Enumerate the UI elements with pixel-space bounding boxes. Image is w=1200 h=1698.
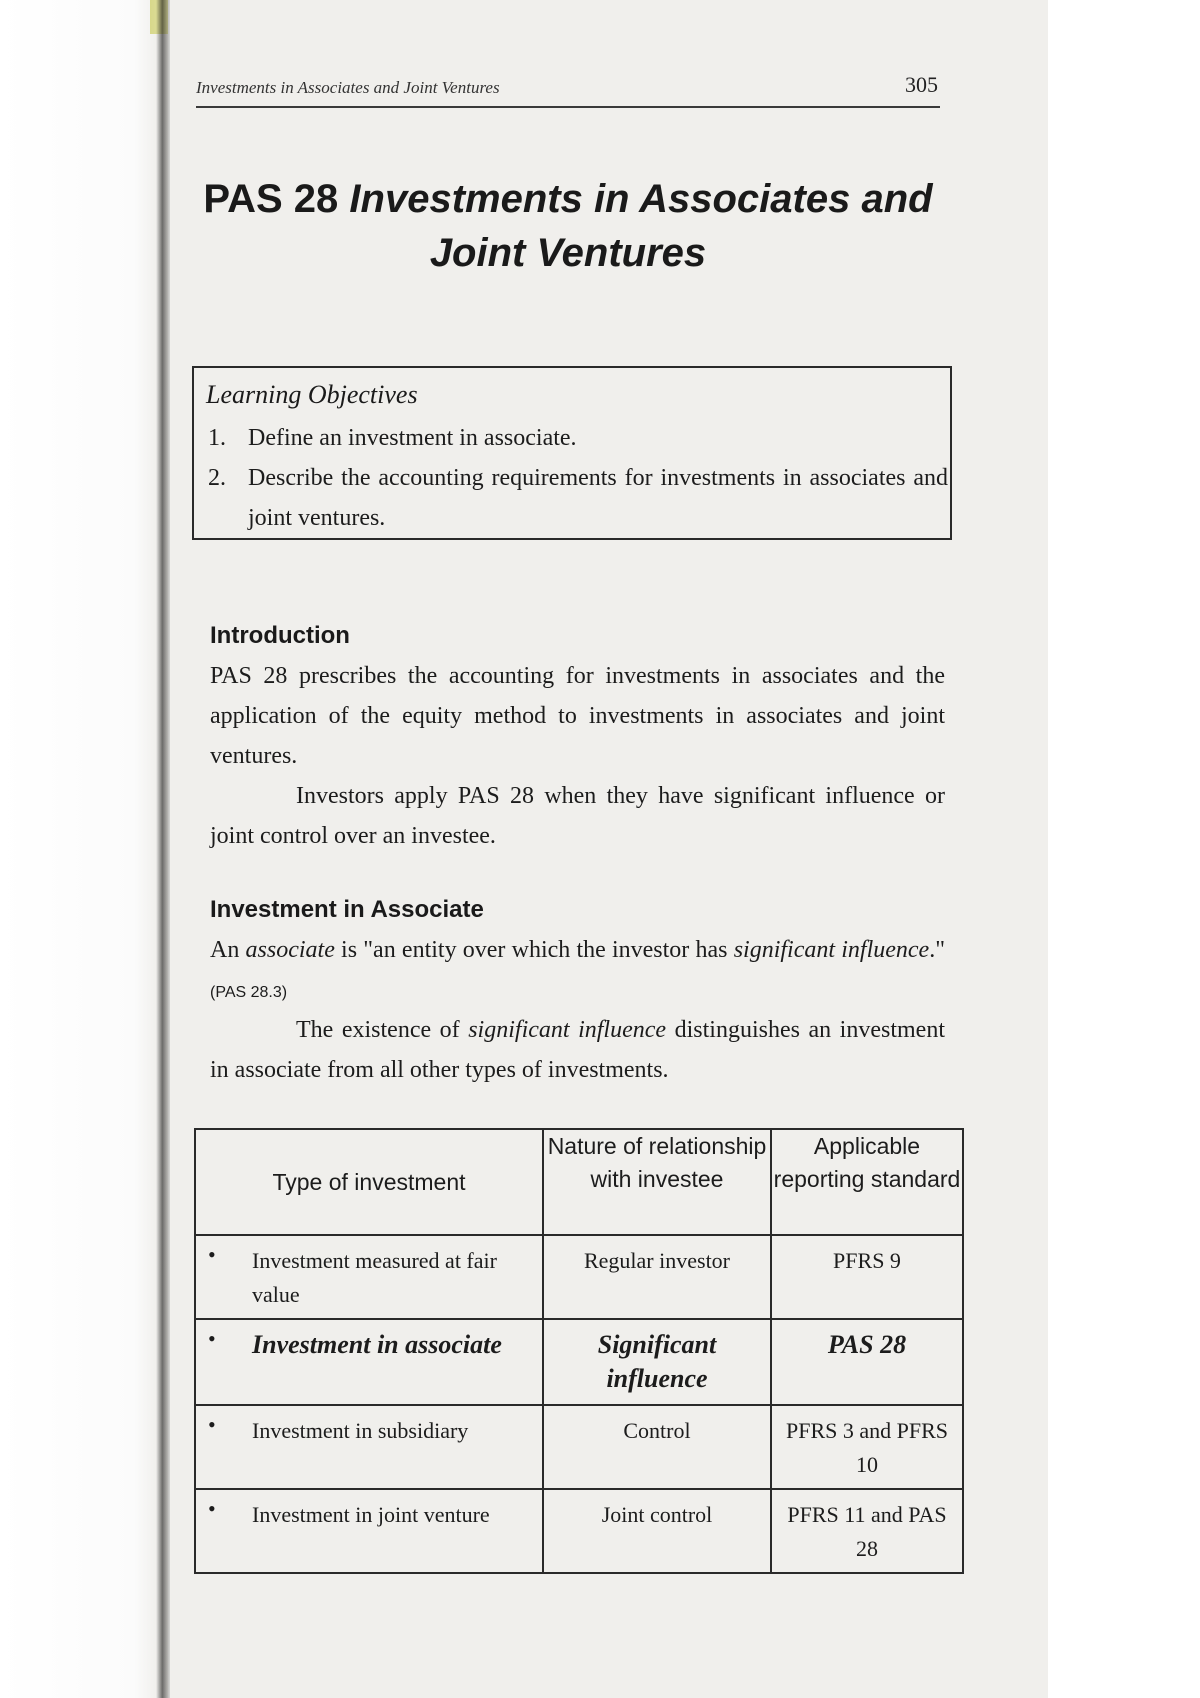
running-title: Investments in Associates and Joint Ventures xyxy=(196,78,500,97)
bullet: • xyxy=(208,1412,216,1437)
cell-standard xyxy=(771,1489,963,1573)
objective-text: Define an investment in associate. xyxy=(248,425,577,451)
chapter-title xyxy=(196,172,940,280)
learning-objectives-heading: Learning Objectives xyxy=(206,380,418,409)
bullet: • xyxy=(208,1326,216,1351)
term-significant-influence: significant influence xyxy=(468,1017,667,1043)
learning-objectives-box xyxy=(192,366,952,540)
standard-text: PFRS 3 and PFRS 10 xyxy=(785,1418,949,1477)
table-row xyxy=(195,1405,963,1489)
objective-number: 1. xyxy=(208,425,226,451)
standard-text: PAS 28 xyxy=(827,1330,907,1359)
cell-nature xyxy=(543,1235,771,1319)
standard-text: PFRS 11 and PAS 28 xyxy=(787,1502,947,1561)
term-significant-influence: significant influence xyxy=(733,937,930,963)
table-row xyxy=(195,1319,963,1405)
header-type: Type of investment xyxy=(195,1129,543,1235)
cell-type xyxy=(195,1319,543,1405)
text: The existence of xyxy=(296,1017,469,1043)
table-row xyxy=(195,1235,963,1319)
associate-heading: Investment in Associate xyxy=(210,896,484,923)
header-nature: Nature of relationship with investee xyxy=(543,1129,771,1235)
table-row xyxy=(195,1489,963,1573)
header-standard: Applicable reporting standard xyxy=(771,1129,963,1235)
nature-text: Control xyxy=(623,1418,691,1443)
citation: (PAS 28.3) xyxy=(210,984,288,1001)
chapter-title-prefix: PAS 28 xyxy=(203,177,350,221)
investment-types-table xyxy=(194,1128,962,1561)
introduction-paragraph-1: PAS 28 prescribes the accounting for investments in associates and the application of the equity method to investments in associates and joint ventures. xyxy=(210,663,945,769)
nature-text: Significant influence xyxy=(597,1330,717,1393)
type-text: Investment in joint venture xyxy=(252,1502,490,1527)
text: ." xyxy=(929,937,945,963)
objective-number: 2. xyxy=(208,465,226,491)
bullet: • xyxy=(208,1496,216,1521)
cell-standard xyxy=(771,1405,963,1489)
introduction-heading: Introduction xyxy=(210,622,350,649)
running-head xyxy=(196,72,940,108)
nature-text: Regular investor xyxy=(583,1248,731,1273)
type-text: Investment in associate xyxy=(252,1330,502,1359)
cell-standard xyxy=(771,1319,963,1405)
text: is "an entity over which the investor has xyxy=(334,937,734,963)
chapter-title-rest: Investments in Associates and Joint Ventures xyxy=(349,177,933,275)
cell-type xyxy=(195,1489,543,1573)
cell-standard xyxy=(771,1235,963,1319)
standard-text: PFRS 9 xyxy=(833,1248,901,1273)
introduction-paragraph-2: Investors apply PAS 28 when they have significant influence or joint control over an investee. xyxy=(210,783,945,849)
cell-type xyxy=(195,1405,543,1489)
type-text: Investment in subsidiary xyxy=(252,1418,469,1443)
nature-text: Joint control xyxy=(601,1502,713,1527)
associate-paragraph-2 xyxy=(210,1010,945,1090)
type-text: Investment measured at fair value xyxy=(252,1248,497,1307)
cell-nature xyxy=(543,1319,771,1405)
cell-nature xyxy=(543,1405,771,1489)
text: An xyxy=(210,937,246,963)
objective-text: Describe the accounting requirements for investments in associates and joint ventures. xyxy=(248,465,948,531)
term-associate: associate xyxy=(245,937,335,963)
text: distinguishes an investment in associate from all other types of investments. xyxy=(210,1017,946,1083)
table-header-row xyxy=(195,1129,963,1235)
bullet: • xyxy=(208,1242,216,1267)
associate-definition xyxy=(210,930,945,1013)
cell-type xyxy=(195,1235,543,1319)
binding-shadow xyxy=(156,0,170,1698)
page-number: 305 xyxy=(905,72,938,97)
scan-right-margin xyxy=(1048,0,1200,1698)
cell-nature xyxy=(543,1489,771,1573)
scan-left-margin xyxy=(0,0,168,1698)
